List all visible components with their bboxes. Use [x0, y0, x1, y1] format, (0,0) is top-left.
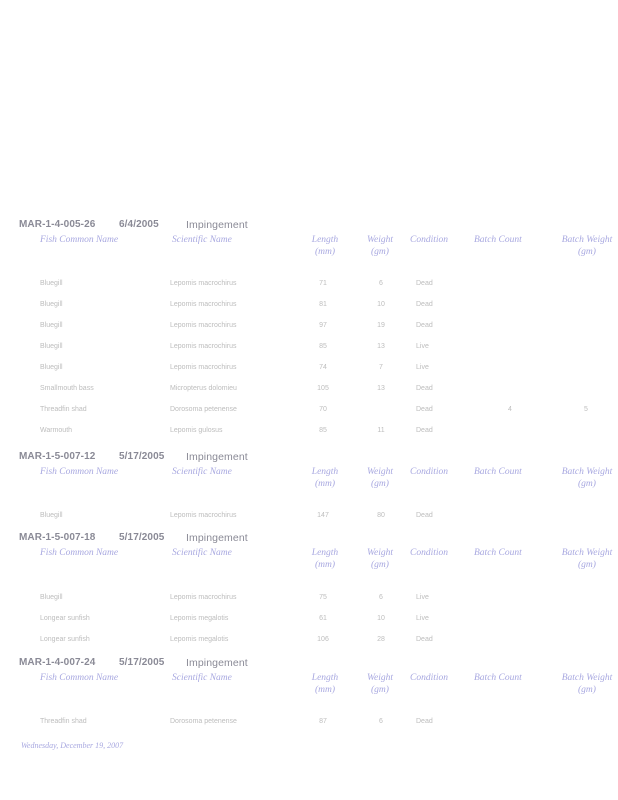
column-condition: Condition	[410, 673, 449, 683]
column-batch-weight-unit: (gm)	[578, 560, 596, 570]
column-batch-weight-label: Batch Weight	[561, 673, 613, 683]
cell-weight: 6	[379, 280, 383, 287]
column-common-name: Fish Common Name	[40, 673, 119, 683]
table-row	[0, 406, 618, 420]
sample-type: Impingement	[186, 451, 248, 463]
sample-header	[0, 451, 618, 465]
cell-length: 74	[319, 364, 327, 371]
column-length	[300, 234, 350, 258]
cell-condition: Live	[416, 364, 429, 371]
column-header-row	[0, 547, 618, 575]
cell-condition: Dead	[416, 718, 433, 725]
column-weight	[355, 234, 405, 258]
column-batch-weight-unit: (gm)	[578, 479, 596, 489]
sample-section	[0, 657, 618, 737]
cell-common-name: Bluegill	[40, 322, 63, 329]
cell-common-name: Bluegill	[40, 364, 63, 371]
column-batch-weight	[556, 672, 618, 696]
cell-length: 61	[319, 615, 327, 622]
cell-weight: 7	[379, 364, 383, 371]
column-scientific-name: Scientific Name	[172, 467, 232, 477]
column-length-unit: (mm)	[314, 479, 336, 489]
cell-length: 97	[319, 322, 327, 329]
sample-id: MAR-1-4-005-26	[19, 219, 96, 230]
column-common-name: Fish Common Name	[40, 235, 119, 245]
cell-condition: Dead	[416, 406, 433, 413]
column-header-row	[0, 672, 618, 700]
column-scientific-name: Scientific Name	[172, 548, 232, 558]
cell-common-name: Smallmouth bass	[40, 385, 94, 392]
sample-id: MAR-1-4-007-24	[19, 657, 96, 668]
column-length-label: Length	[311, 673, 339, 683]
cell-condition: Dead	[416, 301, 433, 308]
cell-common-name: Threadfin shad	[40, 406, 87, 413]
cell-weight: 10	[377, 615, 385, 622]
cell-scientific-name: Lepomis macrochirus	[170, 301, 237, 308]
cell-scientific-name: Lepomis macrochirus	[170, 280, 237, 287]
sample-header	[0, 657, 618, 671]
cell-condition: Dead	[416, 322, 433, 329]
table-row	[0, 364, 618, 378]
cell-condition: Live	[416, 615, 429, 622]
cell-common-name: Bluegill	[40, 343, 63, 350]
column-length-unit: (mm)	[314, 247, 336, 257]
column-batch-count: Batch Count	[474, 673, 522, 683]
cell-weight: 6	[379, 594, 383, 601]
cell-weight: 28	[377, 636, 385, 643]
cell-scientific-name: Lepomis macrochirus	[170, 322, 237, 329]
cell-common-name: Longear sunfish	[40, 636, 90, 643]
cell-common-name: Bluegill	[40, 280, 63, 287]
cell-scientific-name: Lepomis gulosus	[170, 427, 223, 434]
column-length	[300, 547, 350, 571]
column-length-label: Length	[311, 548, 339, 558]
cell-length: 71	[319, 280, 327, 287]
cell-length: 75	[319, 594, 327, 601]
cell-scientific-name: Lepomis macrochirus	[170, 512, 237, 519]
cell-scientific-name: Micropterus dolomieu	[170, 385, 237, 392]
sample-header	[0, 532, 618, 546]
table-row	[0, 427, 618, 441]
table-row	[0, 718, 618, 732]
column-length-label: Length	[311, 235, 339, 245]
table-row	[0, 280, 618, 294]
column-weight-label: Weight	[366, 235, 394, 245]
column-batch-weight-label: Batch Weight	[561, 548, 613, 558]
column-length	[300, 672, 350, 696]
cell-length: 147	[317, 512, 329, 519]
column-batch-weight-unit: (gm)	[578, 247, 596, 257]
sample-section	[0, 219, 618, 444]
column-batch-count: Batch Count	[474, 235, 522, 245]
cell-scientific-name: Lepomis megalotis	[170, 636, 229, 643]
cell-weight: 13	[377, 343, 385, 350]
table-row	[0, 301, 618, 315]
table-row	[0, 322, 618, 336]
sample-type: Impingement	[186, 219, 248, 231]
column-condition: Condition	[410, 548, 449, 558]
cell-condition: Dead	[416, 512, 433, 519]
column-batch-weight	[556, 234, 618, 258]
cell-common-name: Bluegill	[40, 512, 63, 519]
cell-length: 85	[319, 343, 327, 350]
column-length	[300, 466, 350, 490]
sample-id: MAR-1-5-007-18	[19, 532, 96, 543]
report-date-footer: Wednesday, December 19, 2007	[21, 741, 124, 750]
column-weight-label: Weight	[366, 467, 394, 477]
cell-condition: Live	[416, 594, 429, 601]
sample-date: 5/17/2005	[119, 532, 165, 543]
sample-id: MAR-1-5-007-12	[19, 451, 96, 462]
column-batch-weight-label: Batch Weight	[561, 467, 613, 477]
column-weight-unit: (gm)	[371, 479, 389, 489]
cell-scientific-name: Lepomis macrochirus	[170, 364, 237, 371]
cell-scientific-name: Lepomis megalotis	[170, 615, 229, 622]
cell-batch-count: 4	[508, 406, 512, 413]
column-scientific-name: Scientific Name	[172, 673, 232, 683]
cell-condition: Live	[416, 343, 429, 350]
cell-batch-weight: 5	[584, 406, 588, 413]
cell-common-name: Threadfin shad	[40, 718, 87, 725]
cell-weight: 6	[379, 718, 383, 725]
cell-length: 81	[319, 301, 327, 308]
column-header-row	[0, 234, 618, 262]
cell-common-name: Bluegill	[40, 594, 63, 601]
cell-weight: 19	[377, 322, 385, 329]
column-scientific-name: Scientific Name	[172, 235, 232, 245]
sample-section	[0, 451, 618, 531]
cell-weight: 13	[377, 385, 385, 392]
table-row	[0, 594, 618, 608]
column-length-unit: (mm)	[314, 560, 336, 570]
table-row	[0, 343, 618, 357]
column-batch-weight-unit: (gm)	[578, 685, 596, 695]
cell-common-name: Bluegill	[40, 301, 63, 308]
column-length-label: Length	[311, 467, 339, 477]
cell-scientific-name: Lepomis macrochirus	[170, 343, 237, 350]
column-batch-weight	[556, 466, 618, 490]
table-row	[0, 636, 618, 650]
cell-condition: Dead	[416, 280, 433, 287]
sample-header	[0, 219, 618, 233]
table-row	[0, 385, 618, 399]
column-batch-weight-label: Batch Weight	[561, 235, 613, 245]
cell-condition: Dead	[416, 636, 433, 643]
table-row	[0, 615, 618, 629]
cell-length: 87	[319, 718, 327, 725]
cell-scientific-name: Dorosoma petenense	[170, 406, 237, 413]
column-common-name: Fish Common Name	[40, 548, 119, 558]
sample-date: 6/4/2005	[119, 219, 159, 230]
column-condition: Condition	[410, 467, 449, 477]
cell-condition: Dead	[416, 427, 433, 434]
cell-common-name: Warmouth	[40, 427, 73, 434]
cell-common-name: Longear sunfish	[40, 615, 90, 622]
column-condition: Condition	[410, 235, 449, 245]
column-batch-weight	[556, 547, 618, 571]
column-header-row	[0, 466, 618, 494]
cell-scientific-name: Dorosoma petenense	[170, 718, 237, 725]
sample-type: Impingement	[186, 657, 248, 669]
cell-condition: Dead	[416, 385, 433, 392]
sample-date: 5/17/2005	[119, 657, 165, 668]
column-batch-count: Batch Count	[474, 467, 522, 477]
column-weight-unit: (gm)	[371, 560, 389, 570]
column-weight	[355, 466, 405, 490]
cell-length: 106	[317, 636, 329, 643]
cell-weight: 80	[377, 512, 385, 519]
column-weight	[355, 672, 405, 696]
sample-section	[0, 532, 618, 652]
sample-date: 5/17/2005	[119, 451, 165, 462]
cell-length: 105	[317, 385, 329, 392]
cell-scientific-name: Lepomis macrochirus	[170, 594, 237, 601]
column-common-name: Fish Common Name	[40, 467, 119, 477]
column-weight-unit: (gm)	[371, 247, 389, 257]
table-row	[0, 512, 618, 526]
column-batch-count: Batch Count	[474, 548, 522, 558]
cell-length: 70	[319, 406, 327, 413]
column-weight-label: Weight	[366, 673, 394, 683]
sample-type: Impingement	[186, 532, 248, 544]
cell-length: 85	[319, 427, 327, 434]
column-length-unit: (mm)	[314, 685, 336, 695]
column-weight-unit: (gm)	[371, 685, 389, 695]
column-weight	[355, 547, 405, 571]
cell-weight: 11	[377, 427, 385, 434]
cell-weight: 10	[377, 301, 385, 308]
column-weight-label: Weight	[366, 548, 394, 558]
